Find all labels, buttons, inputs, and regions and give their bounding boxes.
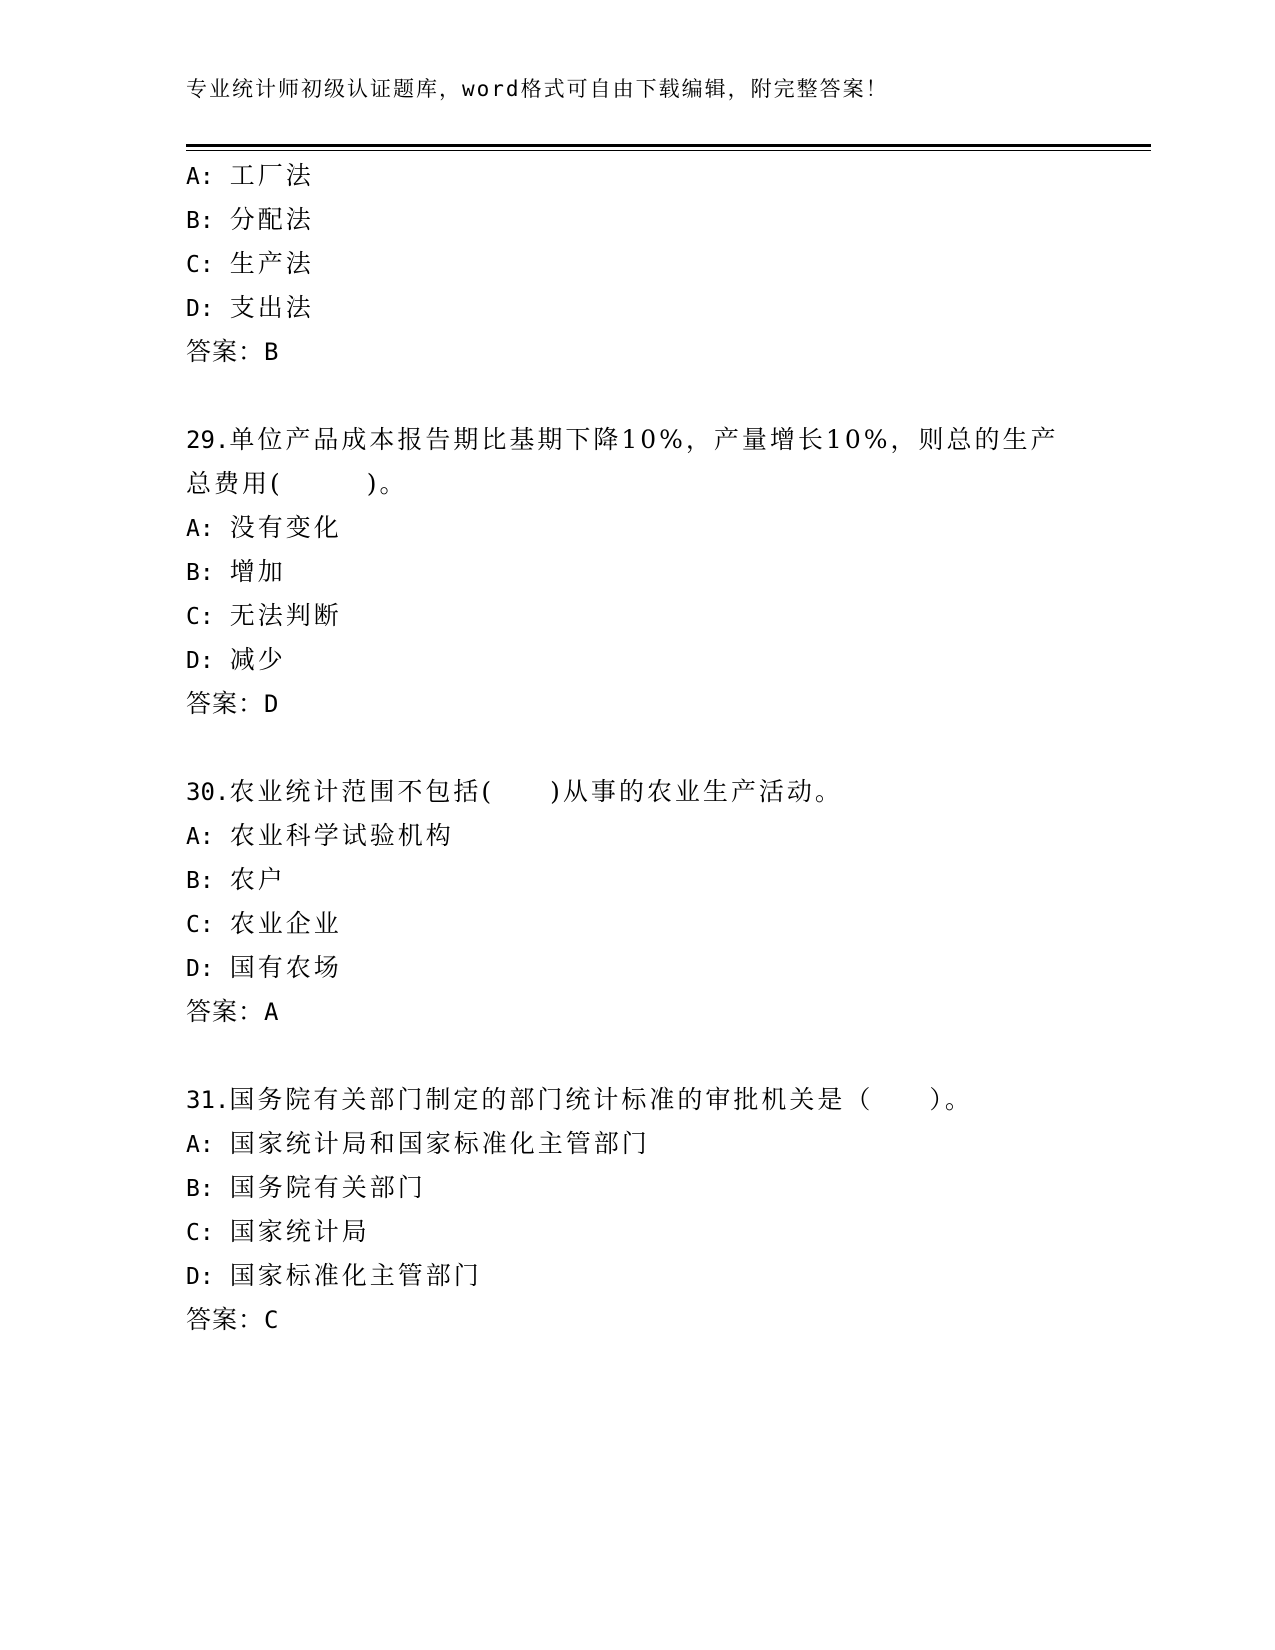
option-a: A: 国家统计局和国家标准化主管部门 — [186, 1129, 650, 1158]
option-a: A: 农业科学试验机构 — [186, 821, 454, 850]
option-d: D: 支出法 — [186, 293, 314, 322]
option-c: C: 农业企业 — [186, 909, 342, 938]
answer-line: 答案：B — [186, 337, 282, 366]
option-d: D: 国有农场 — [186, 953, 342, 982]
question-31-line-1: 31.国务院有关部门制定的部门统计标准的审批机关是（ ）。 — [186, 1085, 973, 1114]
option-b: B: 分配法 — [186, 205, 314, 234]
answer-line: 答案：A — [186, 997, 282, 1026]
page-header: 专业统计师初级认证题库，word格式可自由下载编辑，附完整答案！ — [186, 77, 889, 101]
option-c: C: 无法判断 — [186, 601, 342, 630]
option-a: A: 工厂法 — [186, 161, 314, 190]
question-29-line-1: 29.单位产品成本报告期比基期下降10%，产量增长10%，则总的生产 — [186, 425, 1059, 454]
option-b: B: 国务院有关部门 — [186, 1173, 426, 1202]
header-rule-thin — [186, 150, 1151, 151]
option-d: D: 减少 — [186, 645, 286, 674]
header-rule-thick — [186, 144, 1151, 147]
option-b: B: 农户 — [186, 865, 286, 894]
option-a: A: 没有变化 — [186, 513, 342, 542]
option-d: D: 国家标准化主管部门 — [186, 1261, 482, 1290]
option-c: C: 生产法 — [186, 249, 314, 278]
answer-line: 答案：D — [186, 689, 282, 718]
question-30-line-1: 30.农业统计范围不包括( )从事的农业生产活动。 — [186, 777, 843, 806]
answer-line: 答案：C — [186, 1305, 282, 1334]
option-b: B: 增加 — [186, 557, 286, 586]
question-29-line-2: 总费用( )。 — [186, 469, 408, 498]
option-c: C: 国家统计局 — [186, 1217, 370, 1246]
